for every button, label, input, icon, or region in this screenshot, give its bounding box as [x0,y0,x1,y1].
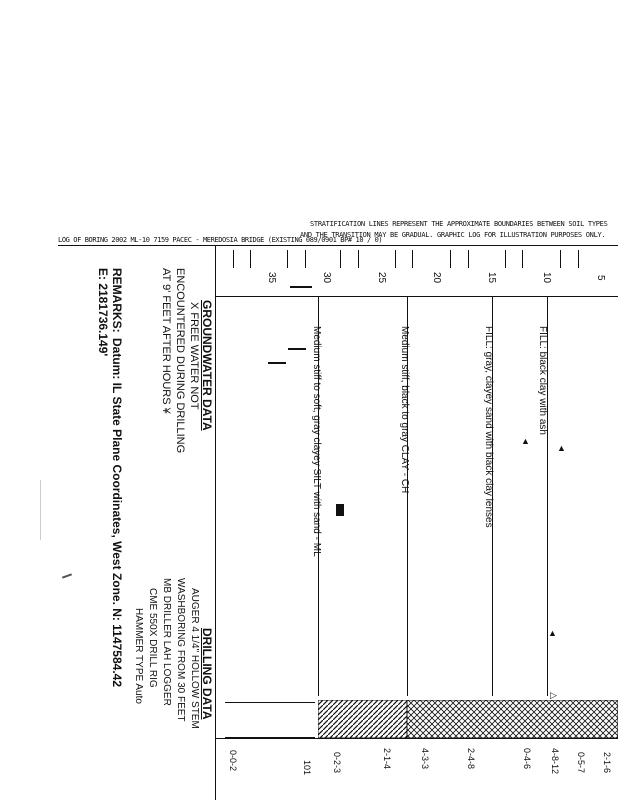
depth-tick [233,250,234,268]
groundwater-title: GROUNDWATER DATA [200,300,214,431]
triangle-marker: ▲ [548,628,557,638]
depth-column-border [215,296,618,297]
drilling-line: MB DRILLER LAH LOGGER [161,578,172,706]
depth-label: 35 [266,272,277,284]
stratum-description: Medium stiff, black to gray CLAY - CH [399,326,410,494]
log-reference: LOG OF BORING 2002 ML-10 7159 PACEC - MEREDOSIA BRIDGE (EXISTING 089/0901 BP# 10 / 0) [58,236,383,244]
depth-tick [305,250,306,268]
blow-count: 2-4-8 [466,748,476,770]
stratum-description: FILL: gray, clayey sand with black clay lenses [483,326,494,528]
depth-tick [287,250,288,268]
depth-tick [340,250,341,268]
blow-count: 2-1-4 [382,748,392,770]
triangle-marker: ▲ [521,436,530,446]
graphic-log-lower-lines [225,702,315,738]
scan-artifact [40,480,41,540]
depth-label: 10 [541,272,552,284]
remarks-label: REMARKS: [110,268,124,333]
scan-artifact [62,573,72,578]
left-panel-border [215,245,216,800]
blow-count: 2-1-6 [602,752,612,774]
stratification-note-2: AND THE TRANSITION MAY BE GRADUAL. GRAPHIC LOG FOR ILLUSTRATION PURPOSES ONLY. [300,231,606,239]
drilling-line: WASHBORING FROM 30 FEET [175,578,186,722]
depth-label: 5 [595,275,606,281]
water-level-mark [268,362,286,364]
remarks-line: Datum: IL State Plane Coordinates, West Zone. N: 1147584.42 [110,338,124,688]
blow-count: 4-8-12 [550,748,560,775]
depth-label: 15 [486,272,497,284]
blow-count: 0-5-7 [576,752,586,774]
depth-label: 30 [321,272,332,284]
depth-tick [522,250,523,268]
depth-tick [578,250,579,268]
depth-label: 25 [376,272,387,284]
groundwater-line: AT 9' FEET AFTER HOURS ¥ [160,268,172,414]
blow-count: 4-3-3 [420,748,430,770]
drilling-line: HAMMER TYPE Auto [133,608,144,704]
groundwater-line: X FREE WATER NOT [188,302,200,410]
blow-count: 0-0-2 [228,750,238,772]
sample-mark [336,504,344,516]
stratification-note-1: STRATIFICATION LINES REPRESENT THE APPROXIMATE BOUNDARIES BETWEEN SOIL TYPES [310,220,608,228]
depth-tick [358,250,359,268]
graphic-log-column [318,700,618,738]
depth-tick [560,250,561,268]
water-level-mark [288,348,306,350]
blow-count: 101 [302,760,312,776]
depth-label: 20 [431,272,442,284]
drilling-line: CME 550X DRILL RIG [147,588,158,688]
top-border [58,245,618,246]
blow-count: 0-2-3 [332,752,342,774]
water-level-mark [290,286,312,288]
stratum-description: FILL: black clay with ash [537,326,548,435]
depth-tick [250,250,251,268]
triangle-marker: ▲ [557,443,566,453]
remarks-line: E: 2181736.149' [96,268,110,357]
depth-tick [468,250,469,268]
depth-tick [395,250,396,268]
stratum-description: Medium stiff to soft, gray clayey SILT with sand - ML [311,326,322,557]
log-bottom-border [215,738,618,739]
drilling-line: AUGER 4 1/4" HOLLOW STEM [189,588,200,729]
depth-tick [412,250,413,268]
depth-tick [450,250,451,268]
triangle-marker: ▷ [550,690,557,700]
blow-count: 0-4-6 [522,748,532,770]
drilling-title: DRILLING DATA [200,628,214,720]
groundwater-line: ENCOUNTERED DURING DRILLING [174,268,186,454]
depth-tick [505,250,506,268]
